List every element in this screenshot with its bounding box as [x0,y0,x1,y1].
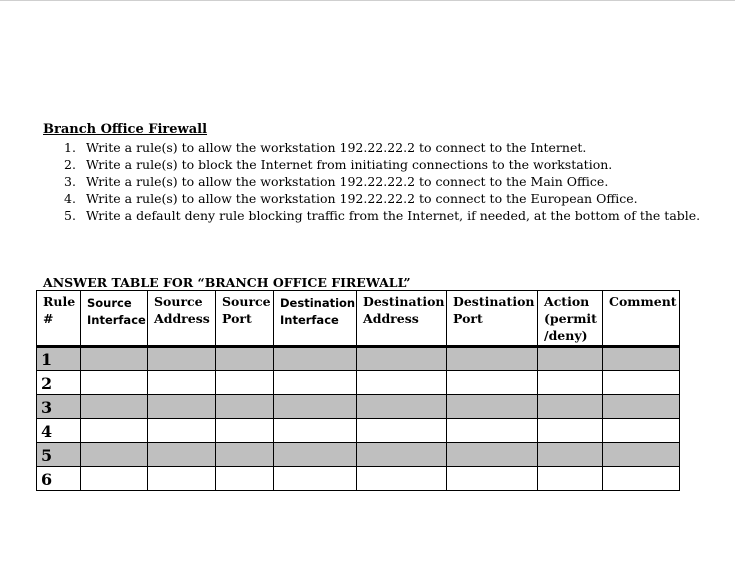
action-cell[interactable] [538,467,603,491]
source-port-cell[interactable] [216,347,274,371]
source-interface-cell[interactable] [81,347,148,371]
header-action [538,291,603,347]
instruction-text: Write a default deny rule blocking traffic from the Internet, if needed, at the bottom of the table. [86,208,701,223]
header-line: Destination [363,294,445,309]
instruction-number: 1. [64,140,76,155]
comment-cell[interactable] [603,395,680,419]
destination-interface-cell[interactable] [274,443,357,467]
table-header-row [37,291,680,347]
header-source-address [148,291,216,347]
destination-interface-cell[interactable] [274,419,357,443]
page-top-border [0,0,735,1]
header-destination-address [357,291,447,347]
action-cell[interactable] [538,371,603,395]
instruction-item [64,190,700,207]
comment-cell[interactable] [603,467,680,491]
table-body [37,347,680,491]
rule-number-cell: 4 [37,419,81,443]
comment-cell[interactable] [603,443,680,467]
instruction-item [64,156,700,173]
comment-cell[interactable] [603,347,680,371]
answer-table [36,290,680,491]
source-interface-cell[interactable] [81,443,148,467]
action-cell[interactable] [538,443,603,467]
rule-number-cell: 1 [37,347,81,371]
instruction-text: Write a rule(s) to allow the workstation 192.22.22.2 to connect to the Main Office. [86,174,609,189]
source-port-cell[interactable] [216,371,274,395]
header-line: Port [453,311,483,326]
table-row [37,419,680,443]
header-line: Source [87,296,132,310]
comment-cell[interactable] [603,419,680,443]
source-address-cell[interactable] [148,395,216,419]
section-title: Branch Office Firewall [43,122,208,137]
table-caption: ANSWER TABLE FOR “BRANCH OFFICE FIREWALL” [43,275,411,290]
header-source-interface [81,291,148,347]
header-line: Source [154,294,203,309]
header-comment [603,291,680,347]
header-rule-number [37,291,81,347]
destination-port-cell[interactable] [447,419,538,443]
instruction-number: 4. [64,191,76,206]
destination-port-cell[interactable] [447,443,538,467]
instruction-item [64,207,700,224]
header-line: # [43,311,54,326]
header-line: /deny) [544,328,588,343]
header-source-port [216,291,274,347]
comment-cell[interactable] [603,371,680,395]
instruction-item [64,139,700,156]
instructions-list [64,139,700,224]
instruction-number: 3. [64,174,76,189]
destination-interface-cell[interactable] [274,395,357,419]
action-cell[interactable] [538,347,603,371]
header-line: (permit [544,311,597,326]
instruction-text: Write a rule(s) to allow the workstation 192.22.22.2 to connect to the European Office. [86,191,638,206]
source-interface-cell[interactable] [81,419,148,443]
source-port-cell[interactable] [216,395,274,419]
source-address-cell[interactable] [148,371,216,395]
header-destination-interface [274,291,357,347]
header-line: Port [222,311,252,326]
destination-address-cell[interactable] [357,395,447,419]
destination-port-cell[interactable] [447,371,538,395]
source-address-cell[interactable] [148,347,216,371]
destination-interface-cell[interactable] [274,467,357,491]
instruction-item [64,173,700,190]
destination-port-cell[interactable] [447,347,538,371]
table-row [37,395,680,419]
action-cell[interactable] [538,395,603,419]
source-interface-cell[interactable] [81,395,148,419]
destination-address-cell[interactable] [357,371,447,395]
header-line: Rule [43,294,76,309]
destination-port-cell[interactable] [447,395,538,419]
rule-number-cell: 5 [37,443,81,467]
header-line: Source [222,294,271,309]
header-line: Destination [280,296,356,310]
table-row [37,467,680,491]
header-line: Destination [453,294,535,309]
destination-address-cell[interactable] [357,347,447,371]
header-line: Address [154,311,210,326]
source-port-cell[interactable] [216,467,274,491]
source-port-cell[interactable] [216,443,274,467]
destination-interface-cell[interactable] [274,347,357,371]
header-line: Comment [609,294,677,309]
destination-port-cell[interactable] [447,467,538,491]
table-row [37,371,680,395]
rule-number-cell: 2 [37,371,81,395]
source-address-cell[interactable] [148,443,216,467]
action-cell[interactable] [538,419,603,443]
header-destination-port [447,291,538,347]
rule-number-cell: 3 [37,395,81,419]
instruction-text: Write a rule(s) to block the Internet from initiating connections to the workstation. [86,157,613,172]
source-port-cell[interactable] [216,419,274,443]
header-line: Interface [280,313,339,327]
destination-address-cell[interactable] [357,467,447,491]
header-line: Address [363,311,419,326]
source-interface-cell[interactable] [81,467,148,491]
source-address-cell[interactable] [148,419,216,443]
header-line: Action [544,294,590,309]
instruction-text: Write a rule(s) to allow the workstation 192.22.22.2 to connect to the Internet. [86,140,587,155]
table-row [37,347,680,371]
rule-number-cell: 6 [37,467,81,491]
destination-interface-cell[interactable] [274,371,357,395]
instruction-number: 2. [64,157,76,172]
table-row [37,443,680,467]
source-interface-cell[interactable] [81,371,148,395]
header-line: Interface [87,313,146,327]
destination-address-cell[interactable] [357,443,447,467]
destination-address-cell[interactable] [357,419,447,443]
instruction-number: 5. [64,208,76,223]
source-address-cell[interactable] [148,467,216,491]
